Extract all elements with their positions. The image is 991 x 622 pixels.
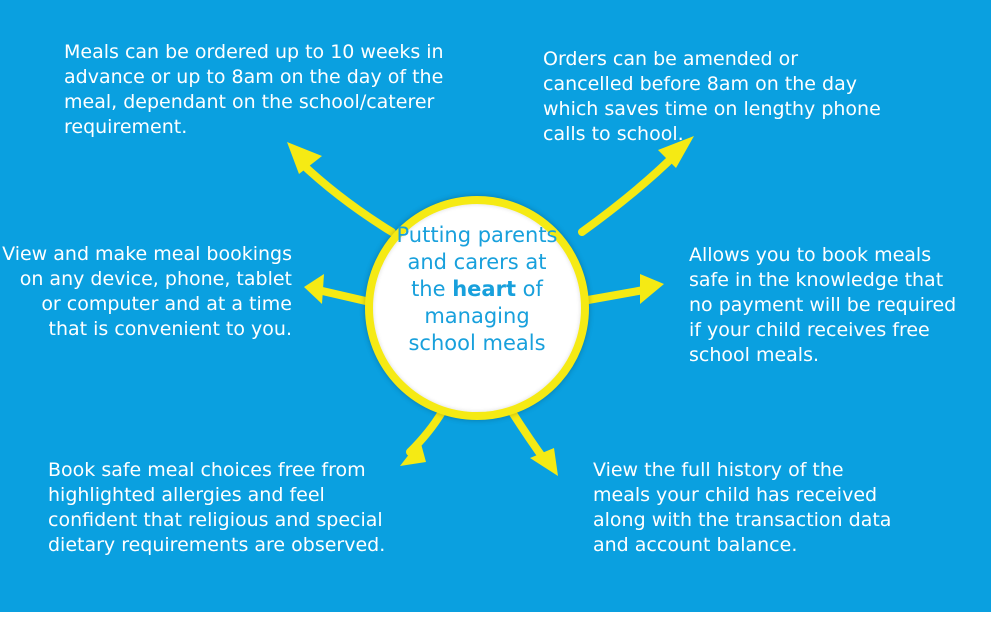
center-heart-word: heart — [452, 277, 516, 301]
center-line-3-suffix: of — [515, 277, 543, 301]
arrow-middle-right — [588, 290, 644, 300]
center-line-3 — [373, 276, 581, 303]
center-line-3-prefix: the — [411, 277, 453, 301]
center-line-1: Putting parents — [396, 223, 558, 247]
blurb-bottom-right: View the full history of the meals your child has received along with the transaction data and account balance. — [593, 459, 892, 556]
arrowhead-middle-right — [640, 274, 664, 304]
center-line-4: managing — [424, 304, 530, 328]
arrowhead-middle-left — [304, 274, 324, 304]
center-line-2: and carers at — [407, 250, 547, 274]
arrowhead-top-left — [287, 142, 322, 174]
arrow-top-right — [582, 152, 678, 232]
blurb-top-right: Orders can be amended or cancelled before 8am on the day which saves time on lengthy phone calls to school. — [543, 48, 881, 145]
blurb-bottom-left: Book safe meal choices free from highlighted allergies and feel confident that religious and special dietary requirements are observed. — [48, 459, 386, 556]
center-circle — [365, 196, 589, 420]
blurb-middle-right: Allows you to book meals safe in the knowledge that no payment will be required if your child receives free school meals. — [689, 244, 957, 366]
arrow-middle-left — [318, 290, 370, 302]
blurb-middle-left: View and make meal bookings on any device, phone, tablet or computer and at a time that is convenient to you. — [2, 243, 292, 340]
center-title — [373, 222, 581, 357]
arrow-bottom-left — [410, 412, 442, 452]
center-line-5: school meals — [408, 331, 546, 355]
blurb-top-left: Meals can be ordered up to 10 weeks in advance or up to 8am on the day of the meal, dependant on the school/caterer requirement. — [64, 41, 444, 138]
